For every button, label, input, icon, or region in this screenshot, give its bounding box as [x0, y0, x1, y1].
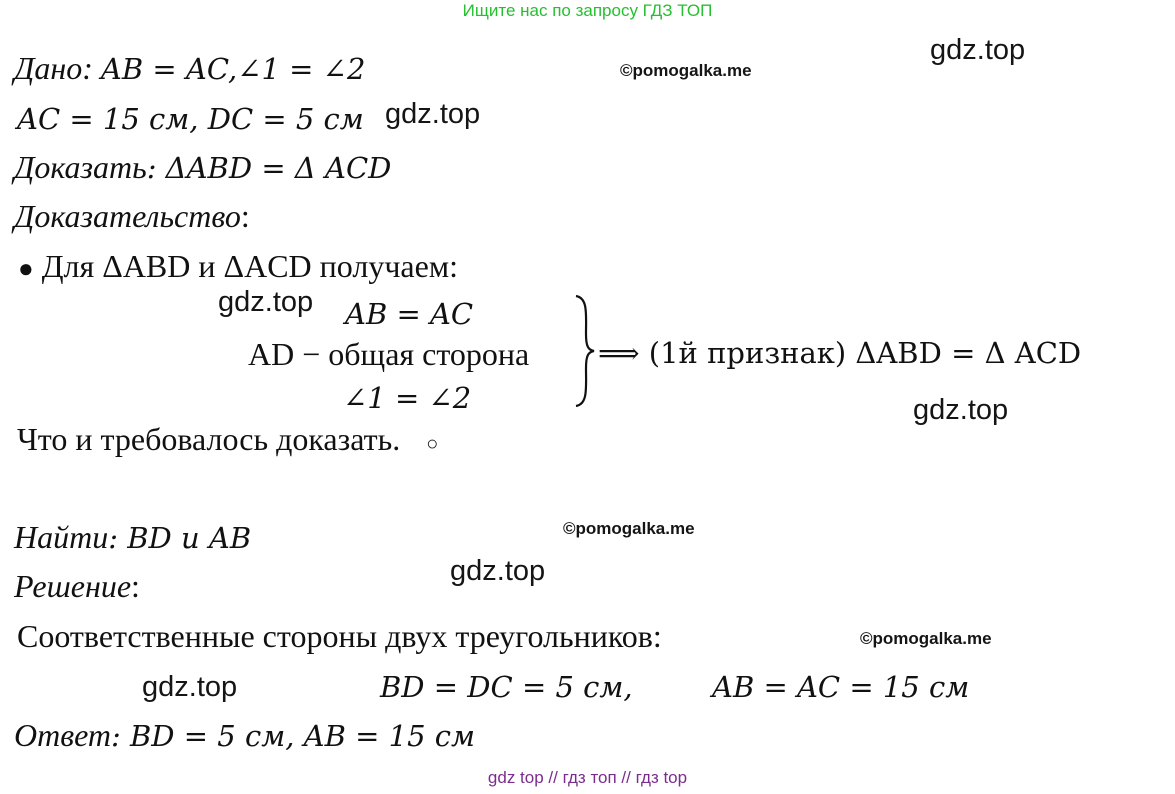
top-banner: Ищите нас по запросу ГДЗ ТОП [462, 1, 713, 20]
given-values-line [17, 100, 364, 137]
find-label: Найти [14, 519, 109, 555]
bottom-banner[interactable]: gdz top // гдз топ // гдз top [487, 768, 688, 787]
right-brace-icon [572, 294, 598, 408]
given-label: Дано: [14, 50, 93, 86]
qed-line [17, 421, 438, 462]
proof-colon: : [240, 198, 250, 234]
bullet-text: Для ΔABD и ΔACD получаем: [41, 248, 458, 284]
gdz-watermark: gdz.top [930, 34, 1026, 66]
bullet-icon: ● [18, 254, 34, 283]
answer-equation: : BD = 5 см, AB = 15 см [111, 719, 476, 753]
given-equation: AB = AC,∠1 = ∠2 [100, 52, 366, 86]
gdz-watermark: gdz.top [218, 286, 314, 318]
find-equation: : BD и AB [108, 521, 252, 555]
answer-label: Ответ [14, 717, 111, 753]
conclusion-text: ⟹ (1й признак) ΔABD = Δ ACD [598, 336, 1082, 370]
equation-ab: AB = AC = 15 см [712, 670, 970, 704]
pomogalka-watermark: ©pomogalka.me [620, 61, 752, 80]
qed-circle-icon: ○ [426, 433, 439, 455]
condition-2: AD − общая сторона [248, 336, 530, 372]
gdz-watermark: gdz.top [450, 555, 546, 587]
qed-text: Что и требовалось доказать. [17, 421, 401, 457]
statement-line [17, 618, 662, 654]
condition-1: AB = AC [345, 297, 474, 331]
statement-text: Соответственные стороны двух треугольников: [17, 618, 662, 654]
find-line [14, 519, 251, 556]
gdz-watermark: gdz.top [385, 98, 481, 130]
answer-line [14, 717, 475, 754]
proof-heading-line [14, 198, 250, 234]
given-values: AC = 15 см, DC = 5 см [17, 102, 364, 136]
gdz-watermark: gdz.top [142, 671, 238, 703]
solution-colon: : [131, 568, 140, 604]
bullet-line [18, 248, 458, 287]
condition-3: ∠1 = ∠2 [343, 381, 472, 415]
gdz-watermark: gdz.top [913, 394, 1009, 426]
prove-line [14, 149, 391, 186]
prove-label: Доказать [14, 149, 147, 185]
solution-label: Решение [14, 568, 132, 604]
prove-equation: : ΔABD = Δ ACD [146, 151, 392, 185]
proof-label: Доказательство [14, 198, 241, 234]
conclusion-line [598, 334, 1081, 371]
pomogalka-watermark: ©pomogalka.me [860, 629, 992, 648]
pomogalka-watermark: ©pomogalka.me [563, 519, 695, 538]
solution-heading-line [14, 568, 140, 604]
given-line [14, 50, 365, 87]
equation-bd: BD = DC = 5 см, [380, 670, 633, 704]
